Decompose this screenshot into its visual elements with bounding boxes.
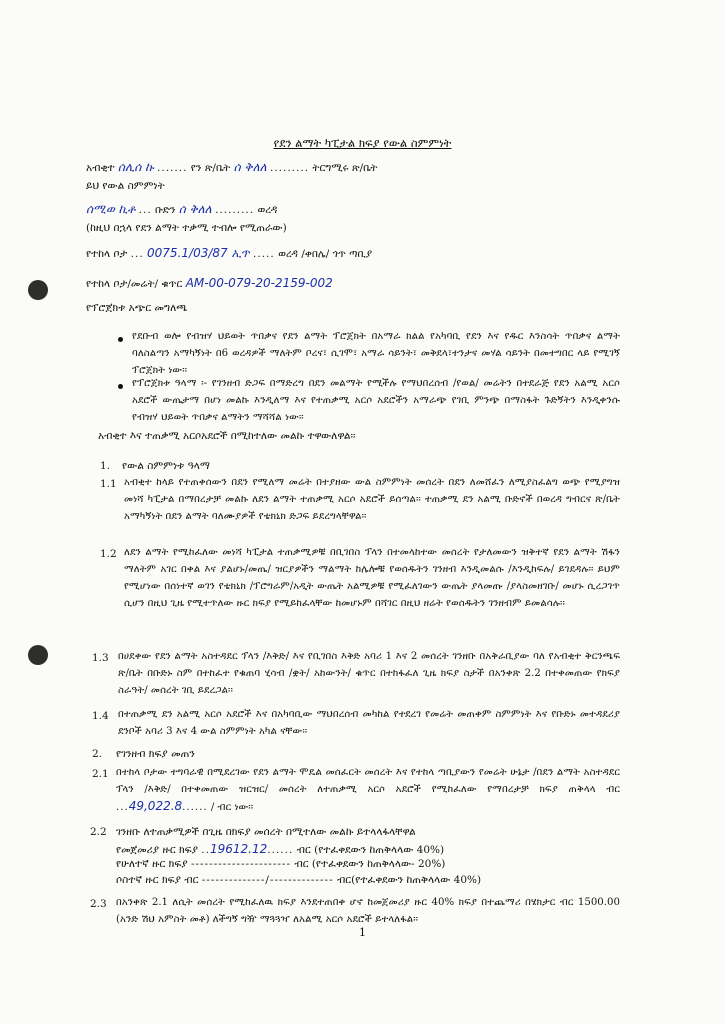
payment-note: ብር (የተፈቀደውን ከጠቅላላው 40%) bbox=[296, 844, 445, 856]
payment-label: የመጀመሪያ ዙር ክፍያ bbox=[116, 844, 198, 856]
header-label: ትርግሚሩ ጽ/ቤት bbox=[312, 162, 378, 174]
clause-text: በአንቀጽ 2.1 ለሲት መሰረት የሚከፈለዉ ክፍያ እንደተጠበቀ ሆኖ ከመጀመሪያ ዙር 40% ክፍያ በተጨማሪ በሄክታር ብር 1500.00 (አንድ ሽህ አምስት መቶ) ለችግኝ ግዥ ማጓጓዣ ለአልሚ አርሶ አደሮች ይተላለፋል፡፡ bbox=[116, 897, 620, 925]
bullet-dot bbox=[118, 384, 123, 389]
handwritten-field: 0075.1/03/87 ኢጥ bbox=[147, 246, 250, 260]
clause-body: በተከላ ቦታው ተግባራዊ በሚደረገው የደን ልማት ሞዴል መሰፈርት መሰረት እና የተከላ ጣቢያውን የመሬት ሁኔታ /በደን ልማት አስተዳደር ፕላን /እቅድ/ በተቀመጠው ዝርዝር/ መሰረት ለተጠቃሚ አርሶ አደሮች የሚከፈለው የማበረታቻ ክፍያ ጠቅላላ ብር bbox=[116, 767, 620, 795]
clause-tail: / ብር ነው፡፡ bbox=[210, 802, 254, 813]
clause-text: በሀደቀው የደን ልማት አስተዳደር ፕላን /እቅድ/ እና የቢገበስ እቅድ አባሪ 1 እና 2 መሰረት ገንዘቡ በአቅራቢያው ባለ የአብቂተ ቅርንጫፍ ጽ/ቤት በቡድኑ ስም በተከፈተ የቁጠባ ሂሳብ /ቋት/ አከውንት/ ቁጥር በተከፋፈለ ጊዜ ክፍያ ስታች በአንቀጽ 2.2 በተቀመጠው የክፍያ ስራዓት/ መሰረት ገቢ ይደረጋል፡፡ bbox=[118, 651, 620, 696]
payment-line-1: የመጀመሪያ ዙር ክፍያ ..19612.12...... ብር (የተፈቀደውን ከጠቅላላው 40%) bbox=[116, 842, 445, 856]
header-label: አብቂተ bbox=[86, 162, 115, 174]
handwritten-amount: 19612.12 bbox=[209, 842, 268, 856]
header-label: የን ጽ/ቤት bbox=[190, 162, 231, 174]
payment-note: ብር(የተፈቀደውን ከጠቅላላው 40%) bbox=[336, 874, 482, 886]
bullet-paragraph: የፕሮጀክቱ ዓላማ ፡- የገንዘብ ድጋፍ በማድረግ በደን መልማት የሚችሉ የማህበረሰብ /የወል/ መሬትን በተደራጅ የደን አልሚ አርሶ አደሮች ውጤታማ በሆነ መልኩ እንዲለማ እና የተጠቃሚ አርሶ አደሮችን አማራጭ የገቢ ምንጭ በማስፋት ጉድኝትን እንዲቀንሱ የብዝሃ ህይወት ጥበቃና ልማትን ማሻሻል ነው፡፡ bbox=[132, 378, 620, 423]
header-line-2: ይህ የውል ስምምነት bbox=[86, 180, 165, 192]
clause-text: በተከላ ቦታው ተግባራዊ በሚደረገው የደን ልማት ሞዴል መሰፈርት መሰረት እና የተከላ ጣቢያውን የመሬት ሁኔታ /በደን ልማት አስተዳደር ፕላን /እቅድ/ በተቀመጠው ዝርዝር/ መሰረት ለተጠቃሚ አርሶ አደሮች የሚከፈለው የማበረታቻ ክፍያ ጠቅላላ ብር ...49,022.8...... / ብር ነው፡፡ bbox=[116, 767, 620, 813]
header-line-4: (ከዚህ በኋላ የደን ልማት ተቃሚ ተብሎ የሚጠራው) bbox=[86, 222, 287, 234]
section-number: 1. bbox=[100, 460, 111, 472]
page-number: 1 bbox=[359, 926, 366, 939]
clause-number: 2.1 bbox=[92, 768, 109, 780]
header-line-6 bbox=[86, 276, 333, 291]
handwritten-amount: 49,022.8 bbox=[128, 799, 183, 813]
clause-lead: ገንዘቡ ለተጠቃሚዎች በጊዜ በክፍያ መሰረት በሚተለው መልኩ ይተላላፋላቸዋል bbox=[116, 826, 416, 838]
header-label: ወረዳ bbox=[257, 204, 278, 216]
header-line-7: የፕሮጀክቱ አጭር መግለጫ bbox=[86, 302, 188, 314]
header-line-3: ሰሚወ ኪቶ ... ቡድን ሰ ቅለለ ......... ወረዳ bbox=[86, 202, 278, 216]
header-label: ቡድን bbox=[155, 204, 176, 216]
header-line-1: አብቂተ ሰሊሰ ኩ ....... የን ጽ/ቤት ሰ ቅለለ ......... ትርግሚሩ ጽ/ቤት bbox=[86, 160, 378, 174]
section-heading: የውል ስምምነቱ ዓላማ bbox=[122, 460, 210, 472]
clause-number: 1.2 bbox=[100, 548, 117, 560]
clause-text: ለደን ልማት የሚከፈለው መነሻ ካፒታል ተጠቃሚዎቹ በቢገበስ ፕላን በተመላከተው መሰረት የታለመውን ዝቅተኛ የደን ልማት ሽፋን ማለትም አገር በቀል እና ያልሆኑ/መጤ/ ዝርያዎችን ማልማት ከሌሎቹ የወሰዱትን ገንዘብ እንዲመልሱ /እንዲከፍሉ/ ይገደዳሉ፡፡ ይህም የሚሆነው በሰነተኛ ወገን የቴክኒክ /ፕሮግራም/አዲት ውጤት አልሚዎቹ የሚፈለገውን ውጤት ያላመጡ /ያላስመዘገቡ/ መሆኑ ሲረጋገጥ ሲሆን በዚህ ጊዜ የሚተጥለው ዙር ክፍያ የሚይከፈላቸው ከመሆኑም በሻገር በዚህ ዘሬት የወሰዱትን ገንዘብም ይመልሳሉ፡፡ bbox=[124, 547, 620, 609]
bullet-paragraph: የደቡብ ወሎ የብዝሃ ህይወት ጥበቃና የደን ልማት ፕሮጀክት በአማራ ክልል የአካባቢ የደን እና የዱር እንስሳት ጥበቃና ልማት ባለስልጣን አማካኝነት በ6 ወረዳዎች ማለትም ቦረና፣ ሲገሞ፣ አማራ ሳይንት፣ መቅደላ፣ተንታና መሃል ሳይንት በመተግበር ላይ የሚገኝ ፕሮጀክት ነው፡፡ bbox=[132, 331, 620, 376]
punch-hole bbox=[28, 280, 48, 300]
clause-number: 1.3 bbox=[92, 652, 109, 664]
header-label: ወረዳ /ቀበሌ/ ጎጥ ጣቢያ bbox=[278, 248, 373, 260]
payment-label: የሁለተኛ ዙር ክፍያ bbox=[116, 858, 188, 870]
header-label: የተከላ ቦታ bbox=[86, 248, 128, 260]
handwritten-field: ሰሚወ ኪቶ bbox=[86, 202, 136, 216]
clause-text: አብቂተ ከላይ የተጠቀሰውን በደን የሚለማ መሬት በተያዘው ውል ስምምነት መሰረት በደን ለመሸፈን ለሚያስፈልግ ወጭ የሚያግዝ መነሻ ካፒታል በማበረታቻ መልኩ ለደን ልማት ተጠቃሚ አርሶ አደሮች ይሰጣል፡፡ ተጠቃሚ ደን አልሚ ቡድኖች በወረዳ ግብርና ጽ/ቤት አማካኝነት በደን ልማት ባለሙያዎች የቴክኒክ ድጋፍ ይደረግላቸዋል፡፡ bbox=[124, 477, 620, 522]
handwritten-field: ሰ ቅለለ bbox=[233, 160, 267, 174]
intro-line: አብቂተ እና ተጠቃሚ አርሶአደሮች በሚከተለው መልኩ ተዋውለዋል፡፡ bbox=[98, 430, 356, 442]
section-number: 2. bbox=[92, 748, 103, 760]
header-line-5: የተከላ ቦታ ... 0075.1/03/87 ኢጥ ..... ወረዳ /ቀበሌ/ ጎጥ ጣቢያ bbox=[86, 246, 373, 260]
payment-line-2: የሁለተኛ ዙር ክፍያ ---------------------- ብር (የተፈቀደውን ከጠቅላላው- 20%) bbox=[116, 858, 446, 870]
clause-number: 2.2 bbox=[90, 826, 107, 838]
payment-line-3: ሶስተኛ ዙር ክፍያ ብር --------------/-------------- ብር(የተፈቀደውን ከጠቅላላው 40%) bbox=[116, 874, 482, 886]
handwritten-field: AM-00-079-20-2159-002 bbox=[185, 276, 333, 290]
payment-note: ብር (የተፈቀደውን ከጠቅላላው- 20%) bbox=[294, 858, 446, 870]
handwritten-field: ሰሊሰ ኩ bbox=[117, 160, 154, 174]
header-label: የተከላ ቦታ/መሬት/ ቁጥር bbox=[86, 278, 183, 290]
handwritten-field: ሰ ቅለለ bbox=[178, 202, 212, 216]
clause-number: 1.4 bbox=[92, 710, 109, 722]
clause-text: በተጠቃሚ ደን አልሚ አርሶ አደሮች እና በአካባቢው ማህበረሰብ መካከል የተደረገ የመሬት መጠቀም ስምምነት እና የቡድኑ መተዳደሪያ ደንቦች አባሪ 3 እና 4 ውል ስምምነት አካል ናቸው፡፡ bbox=[118, 709, 620, 737]
document-title: የደን ልማት ካፒታል ክፍያ የውል ስምምነት bbox=[273, 136, 452, 150]
clause-number: 1.1 bbox=[100, 478, 117, 490]
section-heading: የገንዘብ ክፍያ መጠን bbox=[116, 748, 195, 760]
punch-hole bbox=[28, 645, 48, 665]
clause-number: 2.3 bbox=[90, 898, 107, 910]
payment-label: ሶስተኛ ዙር ክፍያ ብር bbox=[116, 874, 199, 886]
bullet-dot bbox=[118, 337, 123, 342]
